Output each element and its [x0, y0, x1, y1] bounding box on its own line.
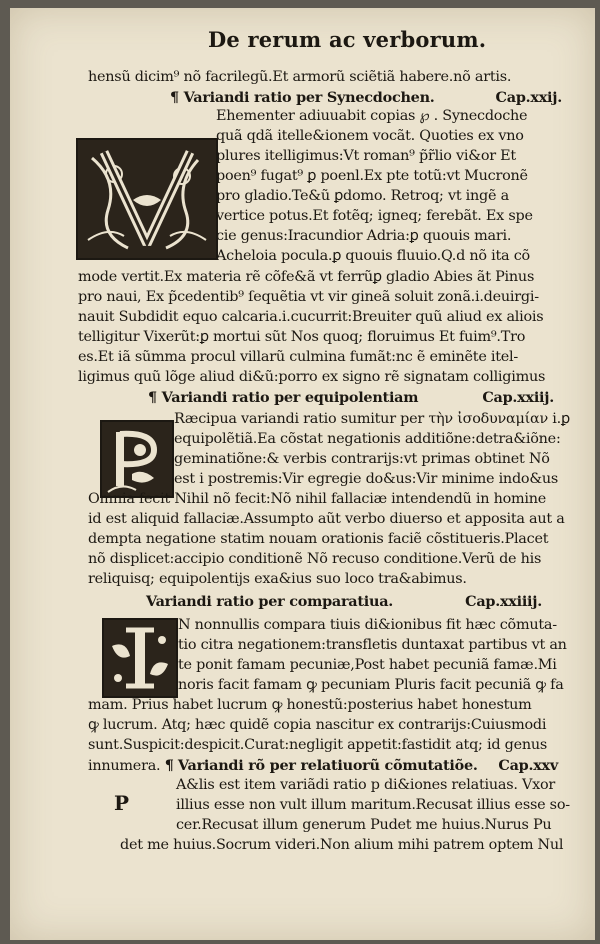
text-line [88, 756, 558, 776]
text-line: te ponit famam pecuniæ,Post habet pecuniã famæ.Mi [178, 657, 557, 673]
chapter-title: Variandi ratio per equipolentiam [161, 389, 419, 406]
text-line: cer.Recusat illum generum Pudet me huius.Nurus Pu [176, 817, 552, 833]
chapter-number: Cap.xxiij. [482, 389, 554, 406]
text-line: reliquisq; equipolentijs exa&ius suo loco tra&abimus. [88, 571, 467, 587]
text-line: ligimus quũ lõge aliud di&ũ:porro ex signo rẽ signatam colligimus [78, 369, 546, 385]
paragraph-mark-icon: ¶ [148, 389, 157, 406]
book-page [10, 8, 595, 940]
text-line: dempta negatione statim nouam orationis faciẽ cõstitueris.Placet [88, 531, 549, 547]
text-line: geminatiõne:& verbis contrarijs:vt primas obtinet Nõ [174, 451, 550, 467]
text-line: pro naui, Ex p̃cedentib⁹ ſequẽtia vt vir gineã soluit zonã.i.deuirgi- [78, 289, 539, 305]
text-line: nauit Subdidit equo calcaria.i.cucurrit:Breuiter quũ aliud ex aliois [78, 309, 544, 325]
chapter-title: Variandi ratio per Synecdochen. [183, 89, 435, 106]
text-line: equipolẽtiã.Ea cõstat negationis additiõne:detra&iõne: [174, 431, 561, 447]
text-line-start: innumera. [88, 758, 161, 774]
text-line: pro gladio.Te&ũ ꝑdomo. Retroq; vt ingẽ a [216, 188, 509, 204]
text-line: ꝙ lucrum. Atq; hæc quidẽ copia nascitur ex contrarijs:Cuiusmodi [88, 717, 547, 733]
text-line: cie genus:Iracundior Adria:ꝑ quouis mari. [216, 228, 512, 244]
text-line: quã qdã itelle&ionem vocãt. Quoties ex vno [216, 128, 524, 144]
text-line: Ehementer adiuuabit copias ℘ . Synecdoche [216, 108, 528, 124]
text-line: telligitur Vixerũt:ꝑ mortui sũt Nos quoq; floruimus Et fuim⁹.Tro [78, 329, 526, 345]
text-line: est i postremis:Vir egregie do&us:Vir minime indo&us [174, 471, 559, 487]
text-line: nõ displicet:accipio conditionẽ Nõ recuso conditione.Verũ de his [88, 551, 542, 567]
running-head: De rerum ac verborum. [208, 27, 487, 52]
text-line: tio citra negationem:transfletis duntaxat partibus vt an [178, 637, 567, 653]
text-line: Acheloia pocula.ꝑ quouis fluuio.Q.d nõ ita cõ [216, 248, 530, 264]
text-line: A&lis est item variãdi ratio p di&iones relatiuas. Vxor [176, 777, 556, 793]
chapter-title: Variandi rõ per relatiuorũ cõmutatiõe. [177, 757, 478, 774]
chapter-number: Cap.xxv [498, 757, 558, 774]
chapter-number: Cap.xxij. [495, 89, 562, 106]
text-line: mam. Prius habet lucrum ꝙ honestũ:posterius habet honestum [88, 697, 532, 713]
paragraph-mark-icon: ¶ [164, 757, 174, 774]
text-line: sunt.Suspicit:despicit.Curat:negligit appetit:fastidit atq; id genus [88, 737, 548, 753]
initial-v-ornament-icon [78, 140, 216, 258]
text-line: Omnia fecit Nihil nõ fecit:Nõ nihil fallaciæ intendendũ in homine [88, 491, 547, 507]
chapter-heading [146, 592, 542, 611]
chapter-title: Variandi ratio per comparatiua. [146, 593, 394, 610]
text-line: Ræcipua variandi ratio sumitur per τὴν ἰσοδυναμίαν i.ꝑ [174, 411, 570, 427]
chapter-heading [148, 388, 554, 407]
text-line: N nonnullis compara tiuis di&ionibus fit hæc cõmuta- [178, 617, 557, 633]
decorated-initial-v-icon [76, 138, 218, 260]
text-line: hensũ dicim⁹ nõ facrilegũ.Et armorũ sciẽtiã habere.nõ artis. [88, 69, 512, 85]
text-line: noris facit famam ꝙ pecuniam Pluris facit pecuniã ꝙ fa [178, 677, 564, 693]
text-line: poen⁹ fugat⁹ ꝑ poenl.Ex pte totũ:vt Mucronẽ [216, 168, 528, 184]
text-line: vertice potus.Et fotẽq; igneq; ferebãt. Ex spe [216, 208, 533, 224]
decorated-initial-i-icon [102, 618, 178, 698]
paragraph-mark-icon: ¶ [170, 89, 179, 106]
chapter-number: Cap.xxiiij. [465, 593, 542, 610]
text-line: illius esse non vult illum maritum.Recusat illius esse so- [176, 797, 570, 813]
text-line: id est aliquid fallaciæ.Assumpto aũt verbo diuerso et apposita aut a [88, 511, 565, 527]
initial-p-ornament-icon [102, 422, 172, 496]
text-line: det me huius.Socrum videri.Non alium mihi patrem optem Nul [120, 837, 564, 853]
initial-i-ornament-icon [104, 620, 176, 696]
marginal-letter: P [114, 791, 129, 815]
decorated-initial-p-icon [100, 420, 174, 498]
text-line: es.Et iã sũmma procul villarũ culmina fumãt:nc ẽ eminẽte itel- [78, 349, 519, 365]
chapter-heading [170, 88, 562, 107]
text-line: plures itelligimus:Vt roman⁹ p̃r̃lio vi&or Et [216, 148, 516, 164]
text-line: mode vertit.Ex materia rẽ cõfe&ã vt ferrũꝑ gladio Abies ãt Pinus [78, 269, 535, 285]
